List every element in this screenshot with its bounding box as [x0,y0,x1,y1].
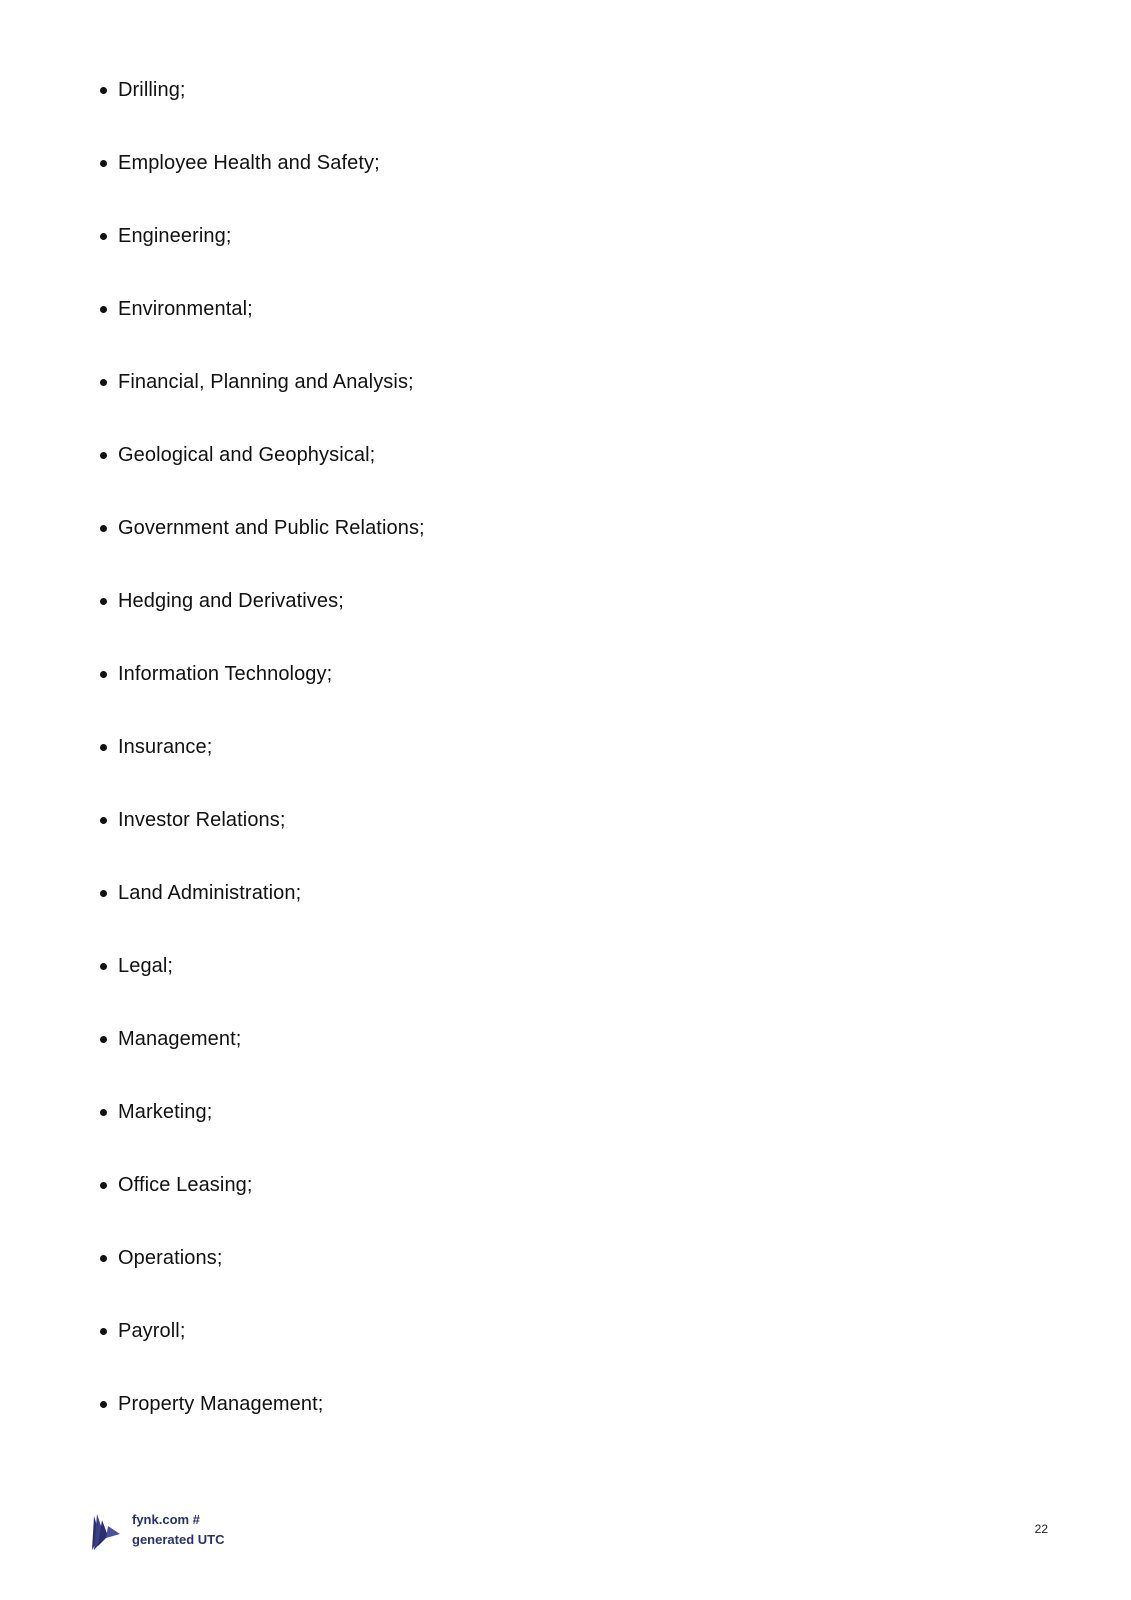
page-number: 22 [1034,1522,1048,1536]
bullet-icon [100,87,107,94]
bullet-icon [100,1182,107,1189]
bullet-icon [100,1328,107,1335]
list-item-text: Management; [118,1028,242,1050]
list-item-text: Property Management; [118,1393,324,1415]
bullet-icon [100,452,107,459]
list-item-text: Engineering; [118,225,232,247]
list-item-text: Geological and Geophysical; [118,444,376,466]
bullet-icon [100,1255,107,1262]
bullet-icon [100,306,107,313]
list-item-text: Drilling; [118,79,186,101]
list-item [100,804,425,877]
list-item-text: Office Leasing; [118,1174,253,1196]
footer-brand-text [132,1510,224,1550]
list-item [100,439,425,512]
list-item [100,585,425,658]
bullet-icon [100,890,107,897]
bullet-icon [100,744,107,751]
list-item-text: Legal; [118,955,174,977]
footer-line-2: generated UTC [132,1532,225,1547]
bullet-icon [100,671,107,678]
bullet-icon [100,1036,107,1043]
bullet-icon [100,963,107,970]
bullet-list [100,74,425,1461]
bullet-icon [100,160,107,167]
fynk-bird-logo-icon [88,1512,122,1552]
list-item [100,220,425,293]
list-item [100,1242,425,1315]
list-item-text: Financial, Planning and Analysis; [118,371,414,393]
list-item-text: Information Technology; [118,663,333,685]
bullet-icon [100,598,107,605]
list-item [100,877,425,950]
list-item-text: Employee Health and Safety; [118,152,380,174]
bullet-icon [100,379,107,386]
list-item [100,1096,425,1169]
list-item-text: Operations; [118,1247,223,1269]
list-item-text: Payroll; [118,1320,186,1342]
list-item [100,1315,425,1388]
bullet-icon [100,525,107,532]
bullet-icon [100,233,107,240]
list-item [100,147,425,220]
list-item [100,1388,425,1461]
list-item [100,658,425,731]
list-item [100,293,425,366]
list-item [100,950,425,1023]
list-item-text: Investor Relations; [118,809,286,831]
list-item-text: Land Administration; [118,882,302,904]
list-item [100,1023,425,1096]
footer-line-1: fynk.com # [132,1512,200,1527]
bullet-icon [100,817,107,824]
list-item-text: Marketing; [118,1101,213,1123]
list-item-text: Insurance; [118,736,213,758]
bullet-icon [100,1401,107,1408]
list-item [100,512,425,585]
list-item [100,366,425,439]
list-item [100,731,425,804]
list-item-text: Environmental; [118,298,253,320]
bullet-icon [100,1109,107,1116]
page-footer [88,1512,1048,1562]
list-item [100,74,425,147]
list-item [100,1169,425,1242]
list-item-text: Hedging and Derivatives; [118,590,344,612]
list-item-text: Government and Public Relations; [118,517,425,539]
